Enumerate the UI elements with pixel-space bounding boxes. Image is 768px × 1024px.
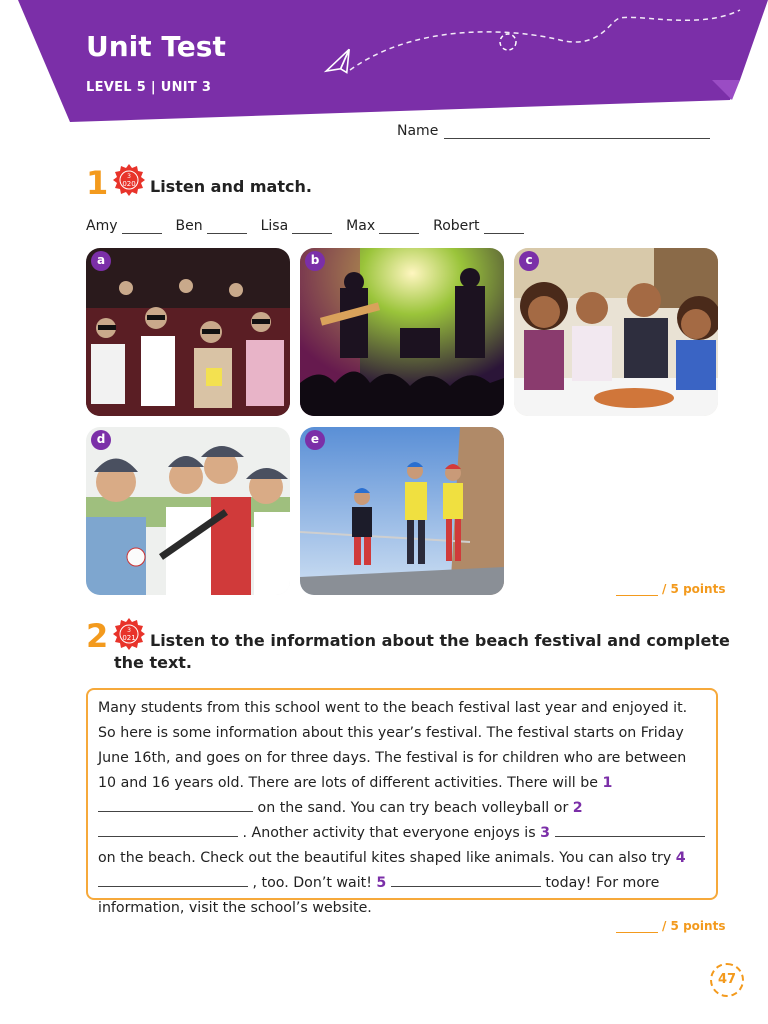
header-banner [0,0,768,130]
section-2-instruction-cont: the text. [114,653,193,672]
rollerblading-photo [300,427,504,595]
section-1-instruction: Listen and match. [150,177,312,196]
section-2-instruction: Listen to the information about the beach festival and complete [150,631,730,650]
track-number: 021 [122,634,136,642]
section-2-points: / 5 points [616,919,725,933]
baseball-photo [86,427,290,595]
names-row [86,218,524,234]
concert-photo [300,248,504,416]
family-dinner-photo [514,248,718,416]
photo-letter-badge: a [91,251,111,271]
name-field[interactable] [444,123,710,139]
section-1-points: / 5 points [616,582,725,596]
cinema-photo [86,248,290,416]
banner-shape [0,0,768,130]
answer-blank-5[interactable] [391,873,541,887]
name-label: Name [397,123,439,139]
svg-text:3: 3 [127,173,131,180]
score-field[interactable] [616,584,658,596]
match-item-ben[interactable]: Ben [176,218,247,234]
section-1-number: 1 [86,164,109,202]
festival-text-box: Many students from this school went to the beach festival last year and enjoyed it. So here is some information about this year’s festival. The festival starts on Friday June 16th, and goes on for three days. The festival is for children who are between 10 and 16 years old. There are lots of different activities. There will be 1 on the sand. You can try beach volleyball or 2 . Another activity that everyone enjoys is 3 on the beach. Check out the beautiful kites shaped like animals. You can also try 4 , too. Don’t wait! 5 today! For more information, visit the school’s website. [86,688,718,900]
photo-letter-badge: b [305,251,325,271]
answer-blank-2[interactable] [98,823,238,837]
section-2-number: 2 [86,617,109,655]
page-number: 47 [710,963,744,997]
name-row [397,123,710,139]
match-item-robert[interactable]: Robert [433,218,523,234]
match-item-lisa[interactable]: Lisa [261,218,333,234]
level-unit-label: LEVEL 5 | UNIT 3 [86,80,212,95]
match-item-amy[interactable]: Amy [86,218,162,234]
audio-track-icon [112,163,146,197]
score-field[interactable] [616,921,658,933]
track-number: 020 [122,180,136,188]
match-item-max[interactable]: Max [346,218,419,234]
photo-letter-badge: c [519,251,539,271]
svg-text:3: 3 [127,627,131,634]
audio-track-icon [112,617,146,651]
photo-letter-badge: d [91,430,111,450]
photo-letter-badge: e [305,430,325,450]
answer-blank-4[interactable] [98,873,248,887]
page-title: Unit Test [86,30,226,63]
answer-blank-1[interactable] [98,798,253,812]
answer-blank-3[interactable] [555,823,705,837]
